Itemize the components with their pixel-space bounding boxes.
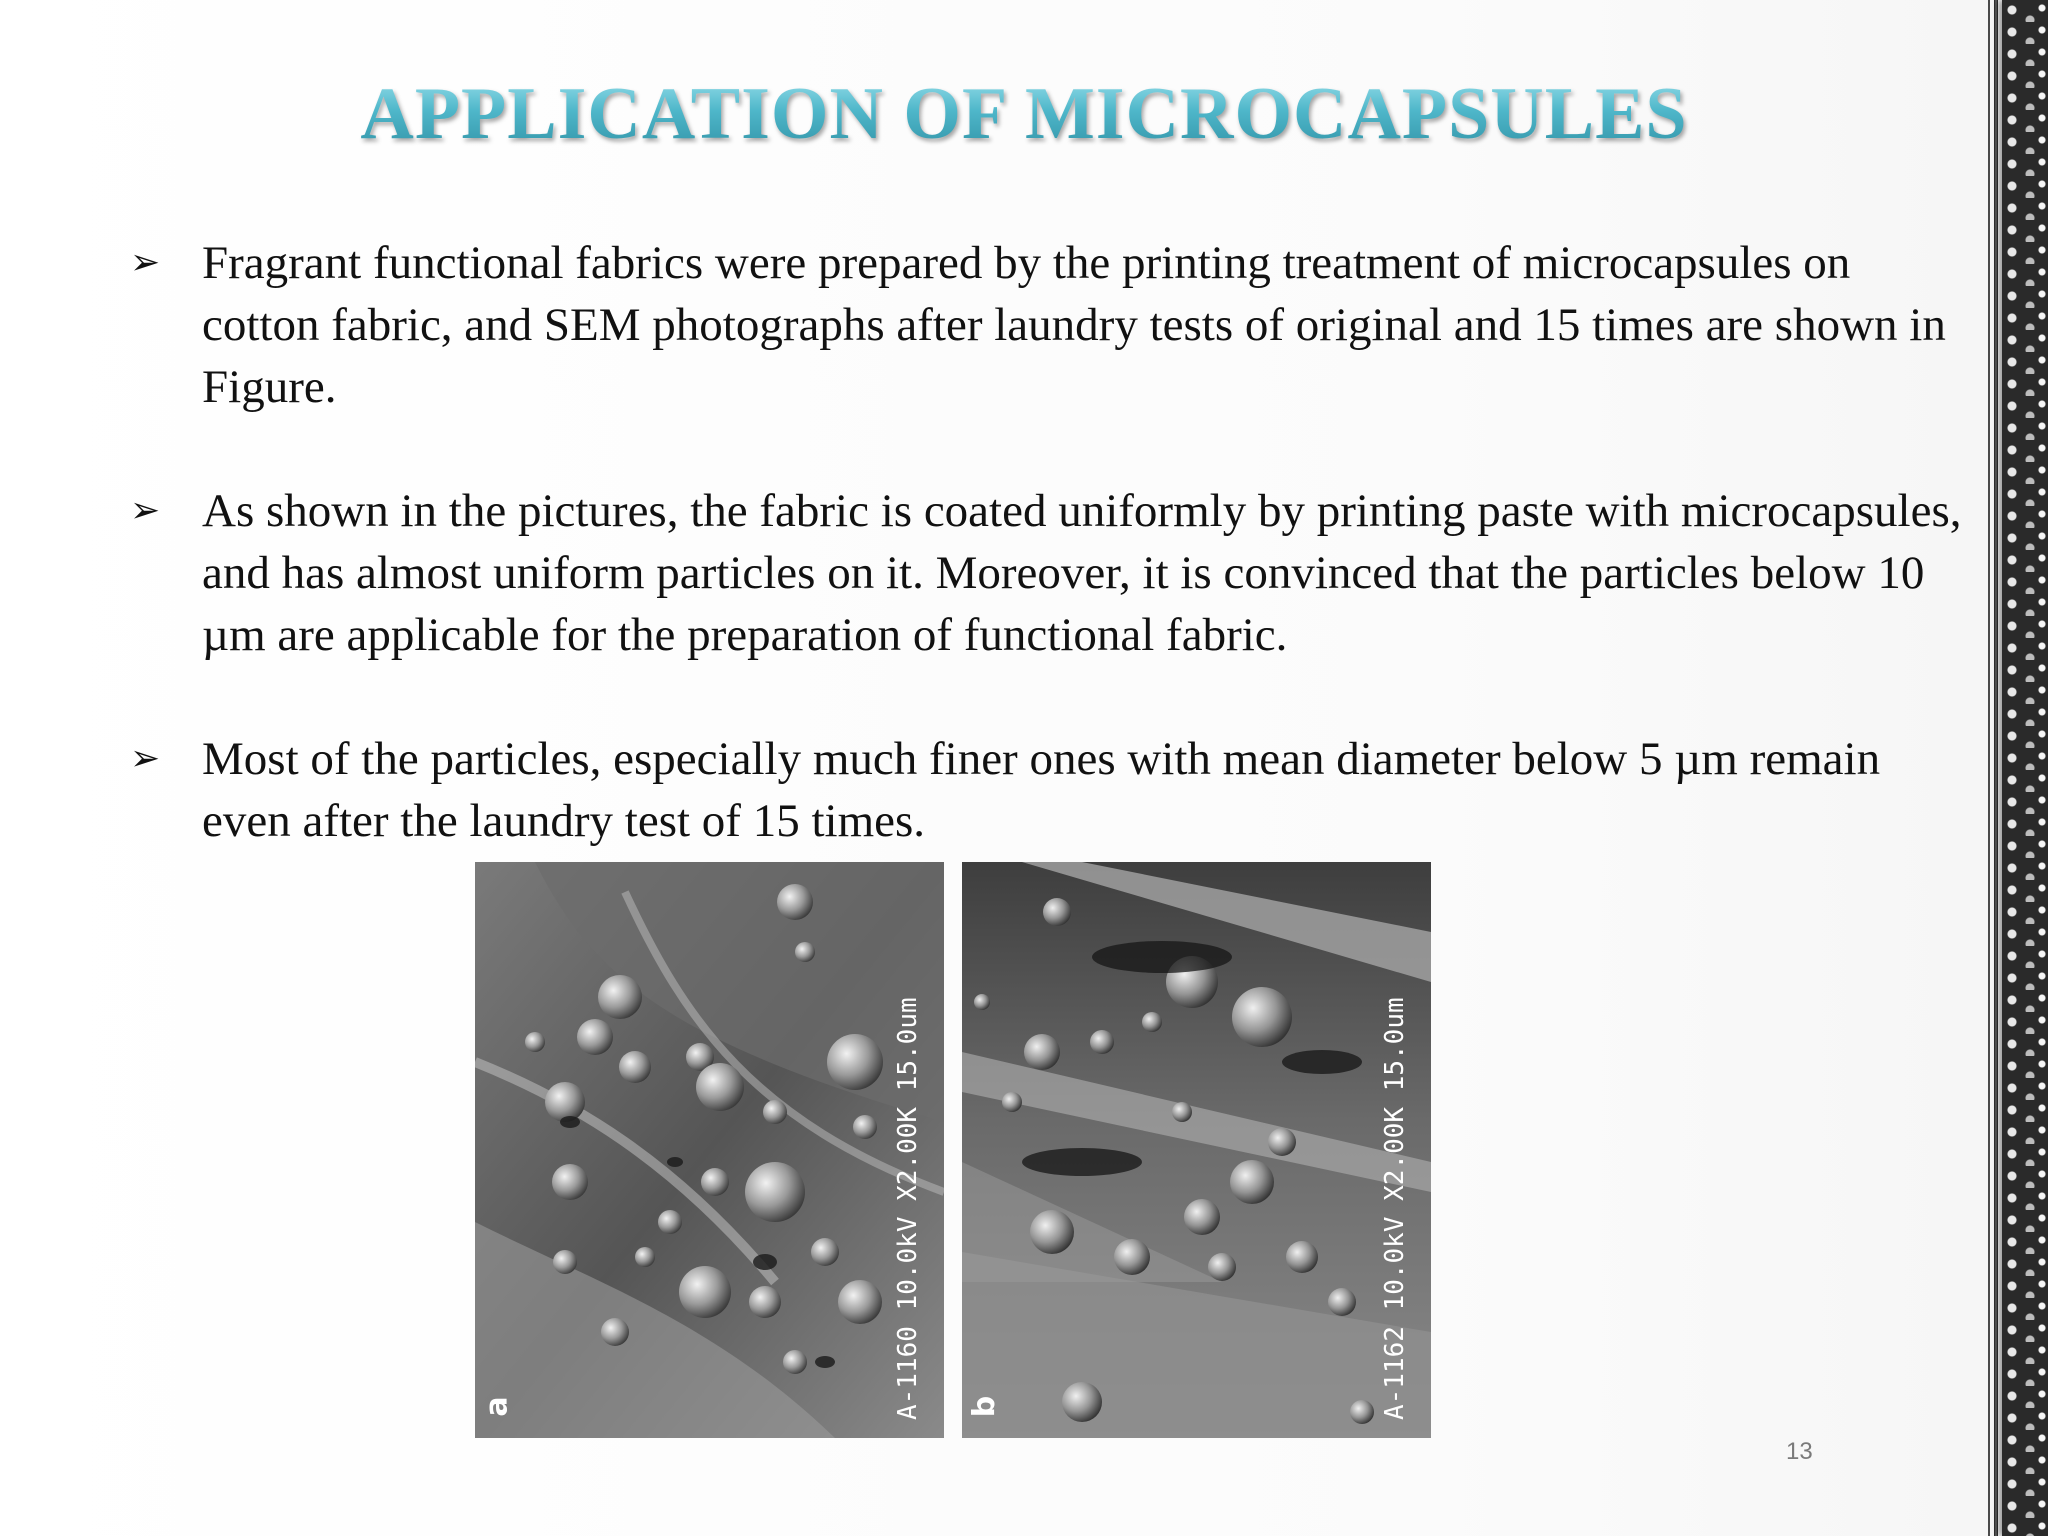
bullet-item bbox=[124, 480, 1974, 666]
panel-letter: b bbox=[967, 1395, 1003, 1418]
sem-caption: A-1160 10.0kV X2.00K 15.0um bbox=[893, 997, 923, 1420]
sem-figure bbox=[475, 862, 1432, 1438]
sem-micrograph-a bbox=[475, 862, 944, 1438]
sem-image-a bbox=[475, 862, 944, 1438]
sem-micrograph-b bbox=[962, 862, 1431, 1438]
bullet-text: As shown in the pictures, the fabric is coated uniformly by printing paste with microcapsules, and has almost uniform particles on it. Moreover, it is convinced that the particles below 10 µm are applicable for the preparation of functional fabric. bbox=[202, 485, 1962, 661]
arrow-bullet-icon: ➢ bbox=[130, 738, 161, 779]
decorative-border-strip bbox=[2002, 0, 2048, 1536]
panel-letter: a bbox=[479, 1396, 515, 1417]
sem-image-b bbox=[962, 862, 1431, 1438]
bullet-text: Most of the particles, especially much finer ones with mean diameter below 5 µm remain even after the laundry test of 15 times. bbox=[202, 733, 1881, 847]
bullet-item bbox=[124, 232, 1974, 418]
bullet-list bbox=[124, 232, 1974, 914]
decorative-line bbox=[1994, 0, 1998, 1536]
bullet-text: Fragrant functional fabrics were prepared by the printing treatment of microcapsules on cotton fabric, and SEM photographs after laundry tests of original and 15 times are shown in Figure. bbox=[202, 237, 1946, 413]
decorative-line bbox=[1988, 0, 1990, 1536]
arrow-bullet-icon: ➢ bbox=[130, 490, 161, 531]
sem-caption: A-1162 10.0kV X2.00K 15.0um bbox=[1380, 997, 1410, 1420]
arrow-bullet-icon: ➢ bbox=[130, 242, 161, 283]
bullet-item bbox=[124, 728, 1974, 852]
page-number: 13 bbox=[1786, 1438, 1813, 1465]
slide-title: APPLICATION OF MICROCAPSULES bbox=[0, 72, 2048, 157]
